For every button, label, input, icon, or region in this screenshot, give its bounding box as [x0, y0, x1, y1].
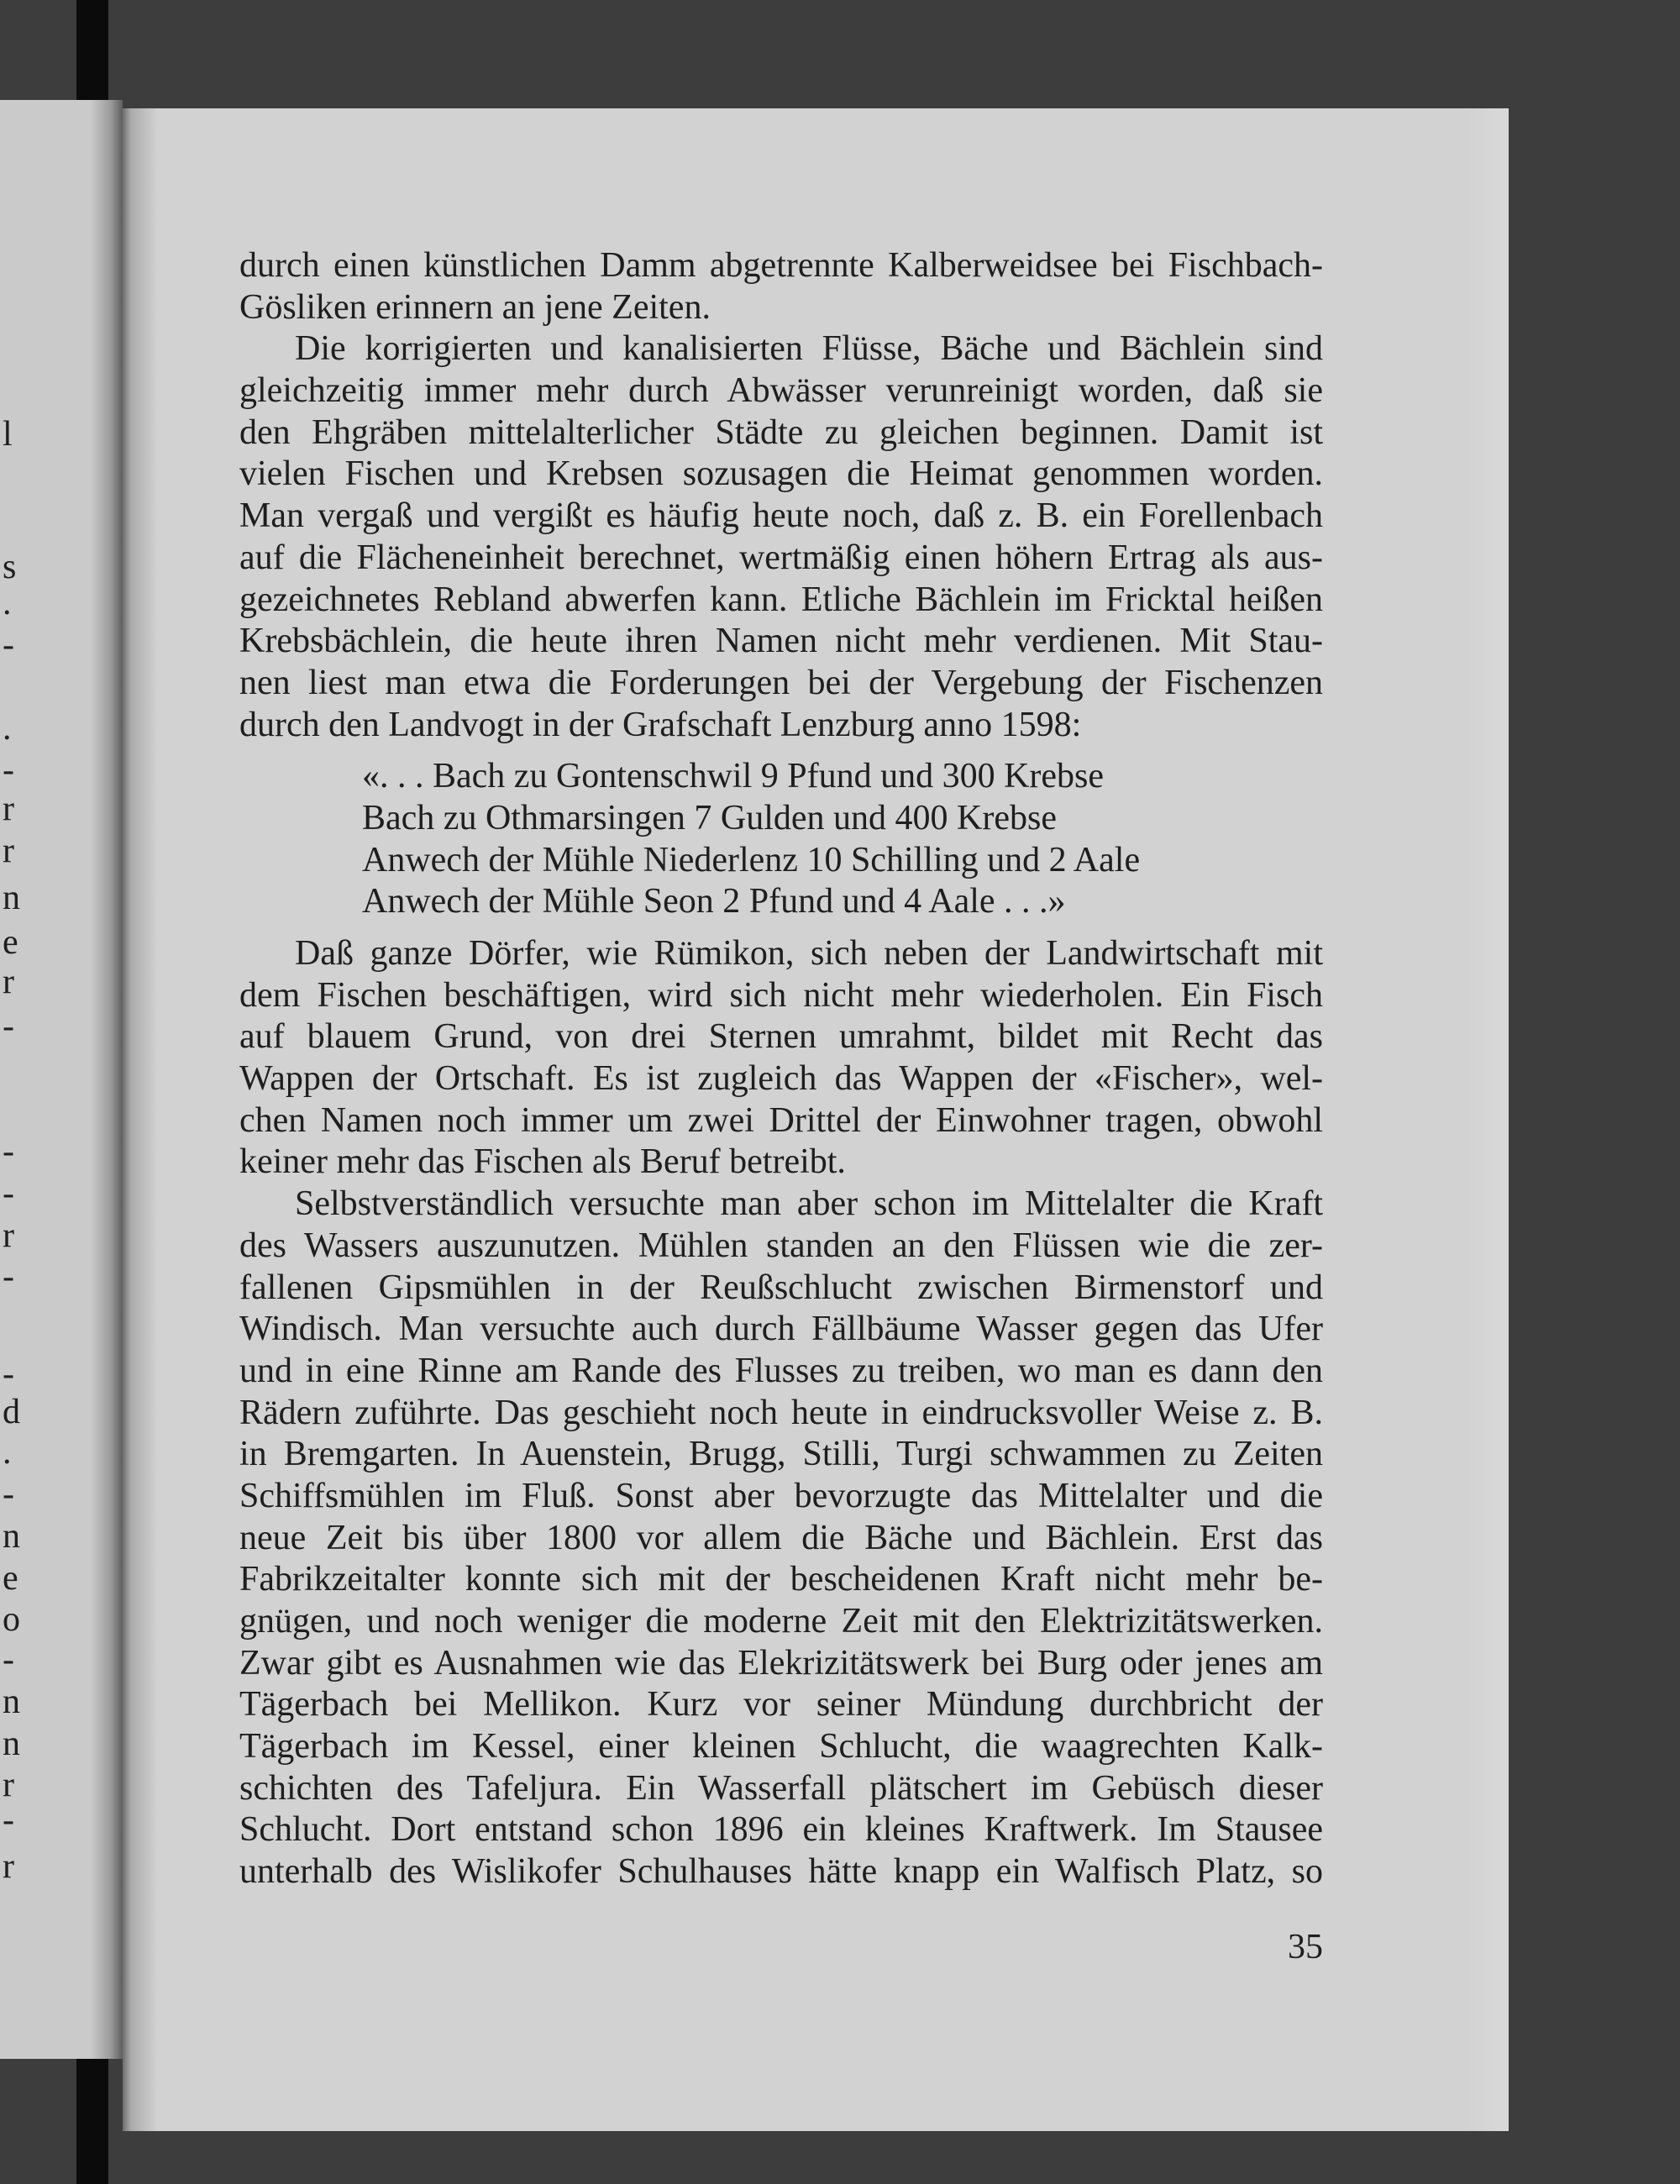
left-page-margin-fragment: - [3, 1801, 14, 1840]
block-quote [239, 756, 1323, 923]
paragraph-rivers [239, 328, 1323, 746]
text-line: Krebsbächlein, die heute ihren Namen nicht mehr verdienen. Mit Stau- [239, 622, 1323, 661]
left-page-margin-fragment: r [3, 1766, 14, 1804]
quote-line: Bach zu Othmarsingen 7 Gulden und 400 Krebse [362, 798, 1057, 837]
left-page-margin-fragment: - [3, 1257, 14, 1296]
left-page-margin-fragment: l [3, 415, 13, 454]
text-line: Man vergaß und vergißt es häufig heute noch, daß z. B. ein Forellenbach [239, 496, 1323, 536]
text-line: Windisch. Man versuchte auch durch Fällbäume Wasser gegen das Ufer [239, 1310, 1323, 1349]
left-page-margin-fragment: - [3, 751, 14, 790]
left-page-margin-fragment: n [3, 879, 20, 917]
text-line: Tägerbach bei Mellikon. Kurz vor seiner Mündung durchbricht der [239, 1685, 1323, 1725]
left-page-margin-fragment: e [3, 1559, 18, 1598]
text-line: auf die Flächeneinheit berechnet, wertmäßig einen höhern Ertrag als aus- [239, 538, 1323, 577]
book-binding-bottom [76, 2056, 108, 2184]
text-line: Schiffsmühlen im Fluß. Sonst aber bevorzugte das Mittelalter und die [239, 1476, 1323, 1515]
text-line: chen Namen noch immer um zwei Drittel der Einwohner tragen, obwohl [239, 1100, 1323, 1140]
text-line: unterhalb des Wislikofer Schulhauses hätte knapp ein Walfisch Platz, so [239, 1852, 1323, 1892]
left-page-margin-fragment: n [3, 1517, 20, 1556]
paragraph-water-power [239, 1184, 1323, 1893]
left-page-margin-fragment: d [3, 1393, 20, 1431]
left-page-margin-fragment: r [3, 790, 14, 828]
left-page-margin-fragment: - [3, 1174, 14, 1213]
text-line: durch den Landvogt in der Grafschaft Lenzburg anno 1598: [239, 705, 1082, 744]
paragraph-intro [239, 245, 1323, 328]
left-page-margin-fragment: s [3, 548, 17, 586]
left-page-margin-fragment: . [3, 709, 12, 748]
left-page-margin-fragment: . [3, 584, 12, 622]
left-page-edge [0, 100, 123, 2059]
text-line: Zwar gibt es Ausnahmen wie das Elekrizitätswerk bei Burg oder jenes am [239, 1643, 1323, 1683]
left-page-margin-fragment: e [3, 923, 18, 962]
text-line: auf blauem Grund, von drei Sternen umrahmt, bildet mit Recht das [239, 1017, 1323, 1057]
left-page-margin-fragment: n [3, 1725, 20, 1763]
left-page-margin-fragment: . [3, 1433, 12, 1472]
left-page-margin-fragment: r [3, 1847, 14, 1886]
quote-line: «. . . Bach zu Gontenschwil 9 Pfund und 300 Krebse [362, 757, 1105, 796]
left-page-margin-fragment: r [3, 963, 14, 1001]
right-page [123, 108, 1509, 2131]
left-page-margin-fragment: o [3, 1600, 20, 1639]
page-number: 35 [1288, 1928, 1323, 1966]
text-line: dem Fischen beschäftigen, wird sich nicht mehr wiederholen. Ein Fisch [239, 975, 1323, 1015]
text-line: keiner mehr das Fischen als Beruf betreibt. [239, 1142, 846, 1182]
text-line: Selbstverständlich versuchte man aber schon im Mittelalter die Kraft [295, 1184, 1323, 1224]
text-line: neue Zeit bis über 1800 vor allem die Bäche und Bächlein. Erst das [239, 1518, 1323, 1557]
text-line: Wappen der Ortschaft. Es ist zugleich das Wappen der «Fischer», wel- [239, 1059, 1323, 1099]
text-line: Die korrigierten und kanalisierten Flüsse, Bäche und Bächlein sind [295, 329, 1323, 369]
text-line: schichten des Tafeljura. Ein Wasserfall plätschert im Gebüsch dieser [239, 1768, 1323, 1808]
text-line: gezeichnetes Rebland abwerfen kann. Etliche Bächlein im Fricktal heißen [239, 580, 1323, 619]
left-page-margin-fragment: r [3, 1216, 14, 1255]
text-line: und in eine Rinne am Rande des Flusses zu treiben, wo man es dann den [239, 1351, 1323, 1390]
paragraph-villages [239, 933, 1323, 1184]
left-page-margin-fragment: - [3, 1641, 14, 1679]
text-line: Schlucht. Dort entstand schon 1896 ein kleines Kraftwerk. Im Stausee [239, 1810, 1323, 1850]
text-line: Fabrikzeitalter konnte sich mit der bescheidenen Kraft nicht mehr be- [239, 1560, 1323, 1599]
text-line: nen liest man etwa die Forderungen bei der Vergebung der Fischenzen [239, 663, 1323, 702]
text-line: des Wassers auszunutzen. Mühlen standen an den Flüssen wie die zer- [239, 1226, 1323, 1265]
left-page-margin-fragment: - [3, 1007, 14, 1046]
text-line: durch einen künstlichen Damm abgetrennte Kalberweidsee bei Fischbach- [239, 246, 1323, 285]
text-line: Daß ganze Dörfer, wie Rümikon, sich neben der Landwirtschaft mit [295, 934, 1323, 973]
text-line: gleichzeitig immer mehr durch Abwässer verunreinigt worden, daß sie [239, 371, 1323, 411]
text-line: Tägerbach im Kessel, einer kleinen Schlucht, die waagrechten Kalk- [239, 1727, 1323, 1767]
text-line: Gösliken erinnern an jene Zeiten. [239, 287, 711, 327]
left-page-margin-fragment: - [3, 1475, 14, 1514]
left-page-margin-fragment: - [3, 1355, 14, 1394]
book-binding-top [76, 0, 108, 105]
text-line: vielen Fischen und Krebsen sozusagen die Heimat genommen worden. [239, 454, 1323, 494]
body-text [239, 245, 1323, 1893]
left-page-margin-fragment: n [3, 1683, 20, 1721]
left-page-margin-fragment: - [3, 626, 14, 664]
text-line: in Bremgarten. In Auenstein, Brugg, Stilli, Turgi schwammen zu Zeiten [239, 1435, 1323, 1474]
text-line: fallenen Gipsmühlen in der Reußschlucht zwischen Birmenstorf und [239, 1268, 1323, 1307]
quote-line: Anwech der Mühle Seon 2 Pfund und 4 Aale . . .» [362, 882, 1066, 921]
text-line: gnügen, und noch weniger die moderne Zeit mit den Elektrizitätswerken. [239, 1602, 1323, 1641]
quote-line: Anwech der Mühle Niederlenz 10 Schilling und 2 Aale [362, 840, 1141, 879]
left-page-margin-fragment: r [3, 832, 14, 870]
left-page-margin-fragment: - [3, 1132, 14, 1171]
text-line: den Ehgräben mittelalterlicher Städte zu gleichen beginnen. Damit ist [239, 412, 1323, 452]
text-line: Rädern zuführte. Das geschieht noch heute in eindrucksvoller Weise z. B. [239, 1393, 1323, 1432]
